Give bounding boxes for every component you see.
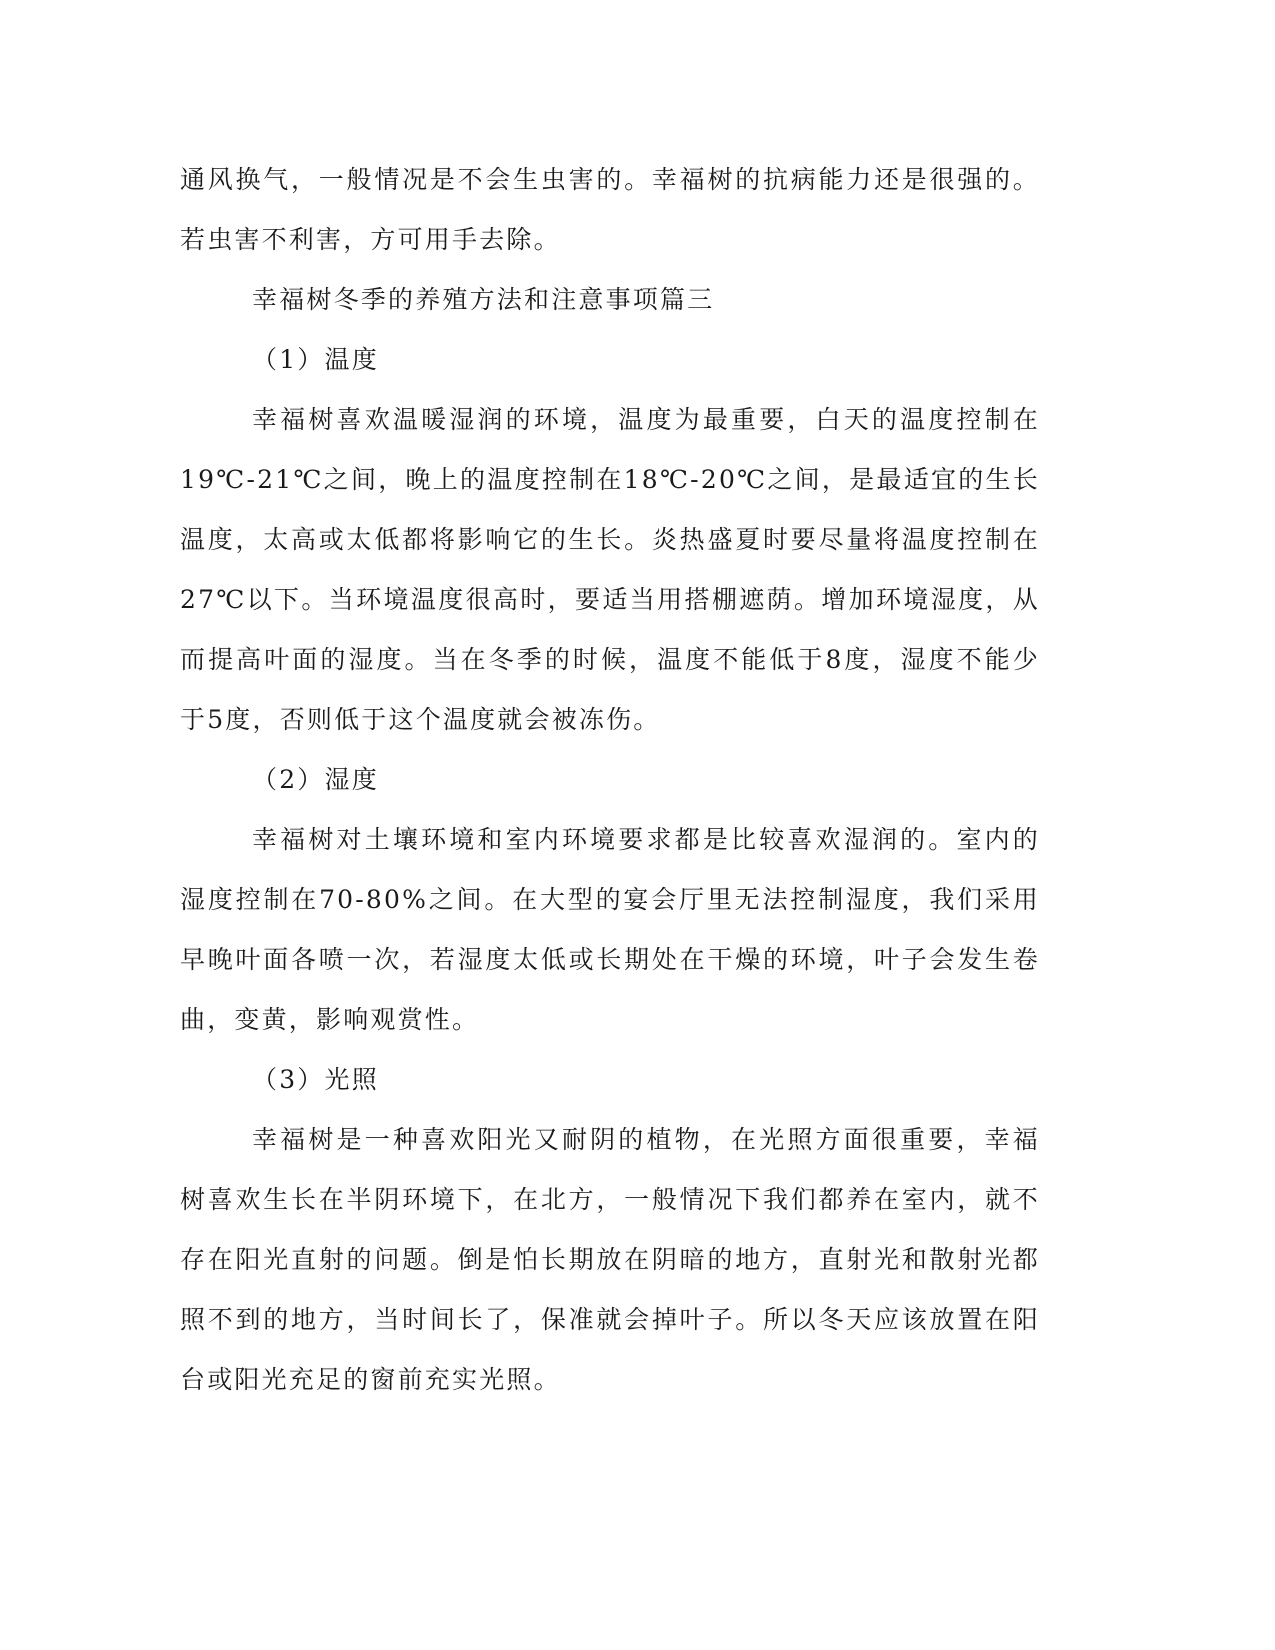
paragraph-temperature: 幸福树喜欢温暖湿润的环境，温度为最重要，白天的温度控制在19℃-21℃之间，晚上的温度控制在18℃-20℃之间，是最适宜的生长温度，太高或太低都将影响它的生长。炎热盛夏时要尽量将温度控制在27℃以下。当环境温度很高时，要适当用搭棚遮荫。增加环境湿度，从而提高叶面的湿度。当在冬季的时候，温度不能低于8度，湿度不能少于5度，否则低于这个温度就会被冻伤。 [180,405,1040,734]
subheading-humidity: （2）湿度 [252,765,379,794]
document-body [180,150,1040,1410]
paragraph-light: 幸福树是一种喜欢阳光又耐阴的植物，在光照方面很重要，幸福树喜欢生长在半阴环境下，在北方，一般情况下我们都养在室内，就不存在阳光直射的问题。倒是怕长期放在阴暗的地方，直射光和散射光都照不到的地方，当时间长了，保准就会掉叶子。所以冬天应该放置在阳台或阳光充足的窗前充实光照。 [180,1125,1040,1394]
subheading-temperature: （1）温度 [252,345,379,374]
paragraph-continuation: 通风换气，一般情况是不会生虫害的。幸福树的抗病能力还是很强的。若虫害不利害，方可用手去除。 [180,165,1040,254]
section-title: 幸福树冬季的养殖方法和注意事项篇三 [252,285,715,314]
paragraph-humidity: 幸福树对土壤环境和室内环境要求都是比较喜欢湿润的。室内的湿度控制在70-80%之间。在大型的宴会厅里无法控制湿度，我们采用早晚叶面各喷一次，若湿度太低或长期处在干燥的环境，叶子会发生卷曲，变黄，影响观赏性。 [180,825,1040,1034]
subheading-light: （3）光照 [252,1065,379,1094]
